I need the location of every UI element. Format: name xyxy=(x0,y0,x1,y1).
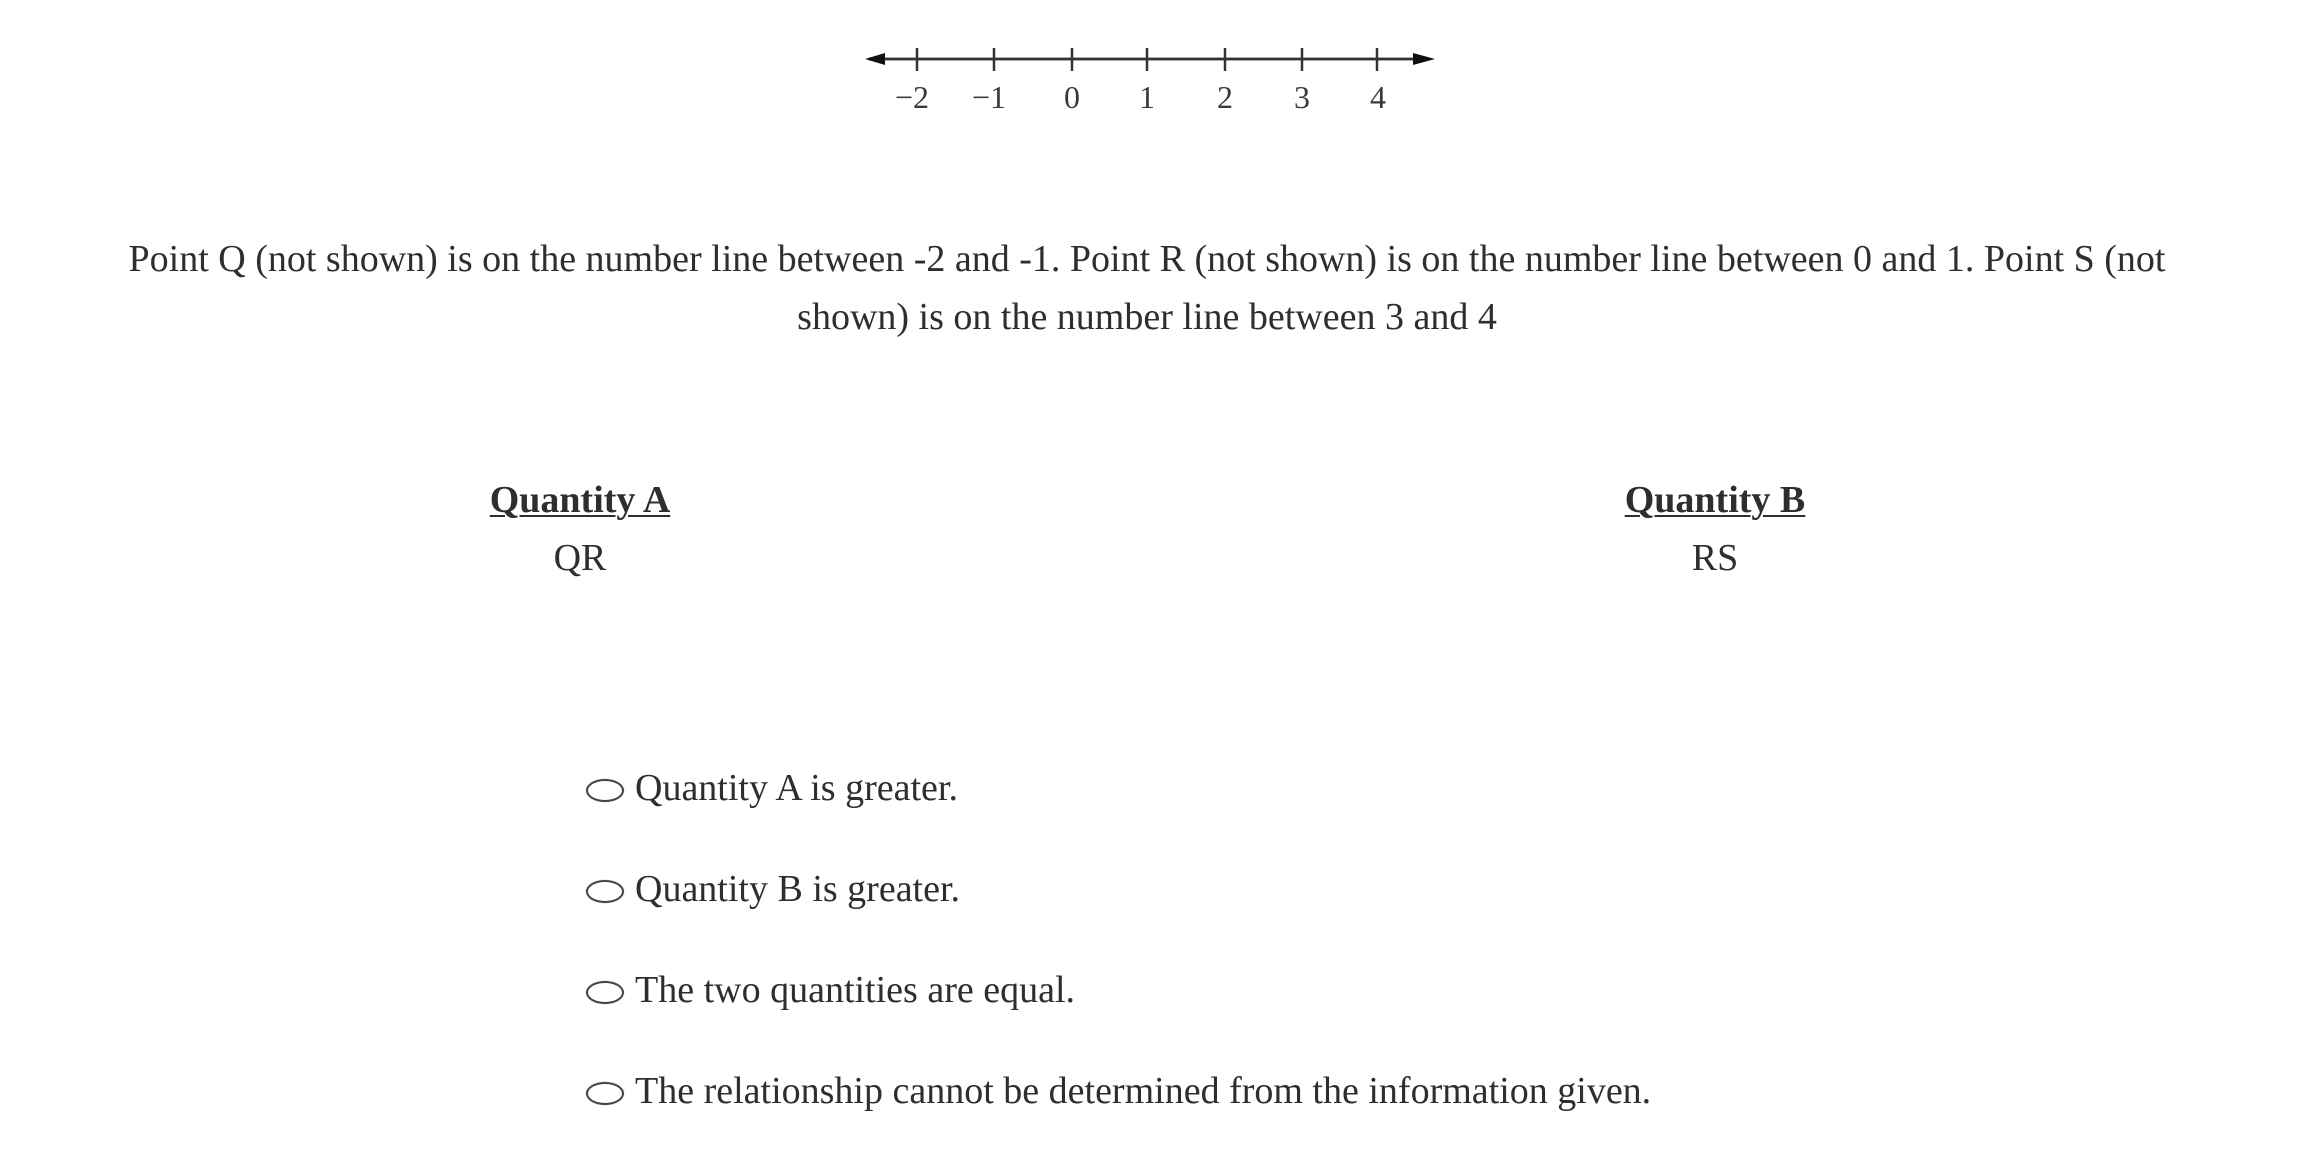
option-label: The relationship cannot be determined from the information given. xyxy=(635,1070,1652,1112)
option-a-greater[interactable] xyxy=(586,759,1651,817)
number-line-figure xyxy=(855,38,1455,118)
quantity-a-value: QR xyxy=(553,537,607,579)
quantity-a-header: Quantity A xyxy=(489,479,671,521)
tick-label: 3 xyxy=(1294,79,1310,115)
left-arrow-icon xyxy=(865,53,885,65)
tick-label: 1 xyxy=(1139,79,1155,115)
number-line-svg xyxy=(855,38,1455,118)
tick-label: 4 xyxy=(1370,79,1386,115)
question-stem: Point Q (not shown) is on the number line between -2 and -1. Point R (not shown) is on the number line between 0 and 1. Point S (not shown) is on the number line between 3 and 4 xyxy=(128,238,2166,338)
radio-button-icon[interactable] xyxy=(586,1082,624,1105)
quantity-b xyxy=(1515,471,1915,587)
answer-options xyxy=(586,759,1651,1163)
option-equal[interactable] xyxy=(586,961,1651,1019)
option-label: The two quantities are equal. xyxy=(635,969,1076,1011)
quantity-b-header: Quantity B xyxy=(1624,479,1806,521)
radio-button-icon[interactable] xyxy=(586,981,624,1004)
option-b-greater[interactable] xyxy=(586,860,1651,918)
tick-label: 2 xyxy=(1217,79,1233,115)
quantity-b-value: RS xyxy=(1691,537,1739,579)
radio-button-icon[interactable] xyxy=(586,779,624,802)
tick-label: −1 xyxy=(971,79,1007,115)
tick-label: 0 xyxy=(1064,79,1080,115)
radio-button-icon[interactable] xyxy=(586,880,624,903)
option-label: Quantity B is greater. xyxy=(635,868,961,910)
option-cannot-determine[interactable] xyxy=(586,1062,1651,1120)
right-arrow-icon xyxy=(1413,53,1435,65)
option-label: Quantity A is greater. xyxy=(635,767,958,809)
quantity-a xyxy=(380,471,780,587)
tick-label: −2 xyxy=(894,79,930,115)
